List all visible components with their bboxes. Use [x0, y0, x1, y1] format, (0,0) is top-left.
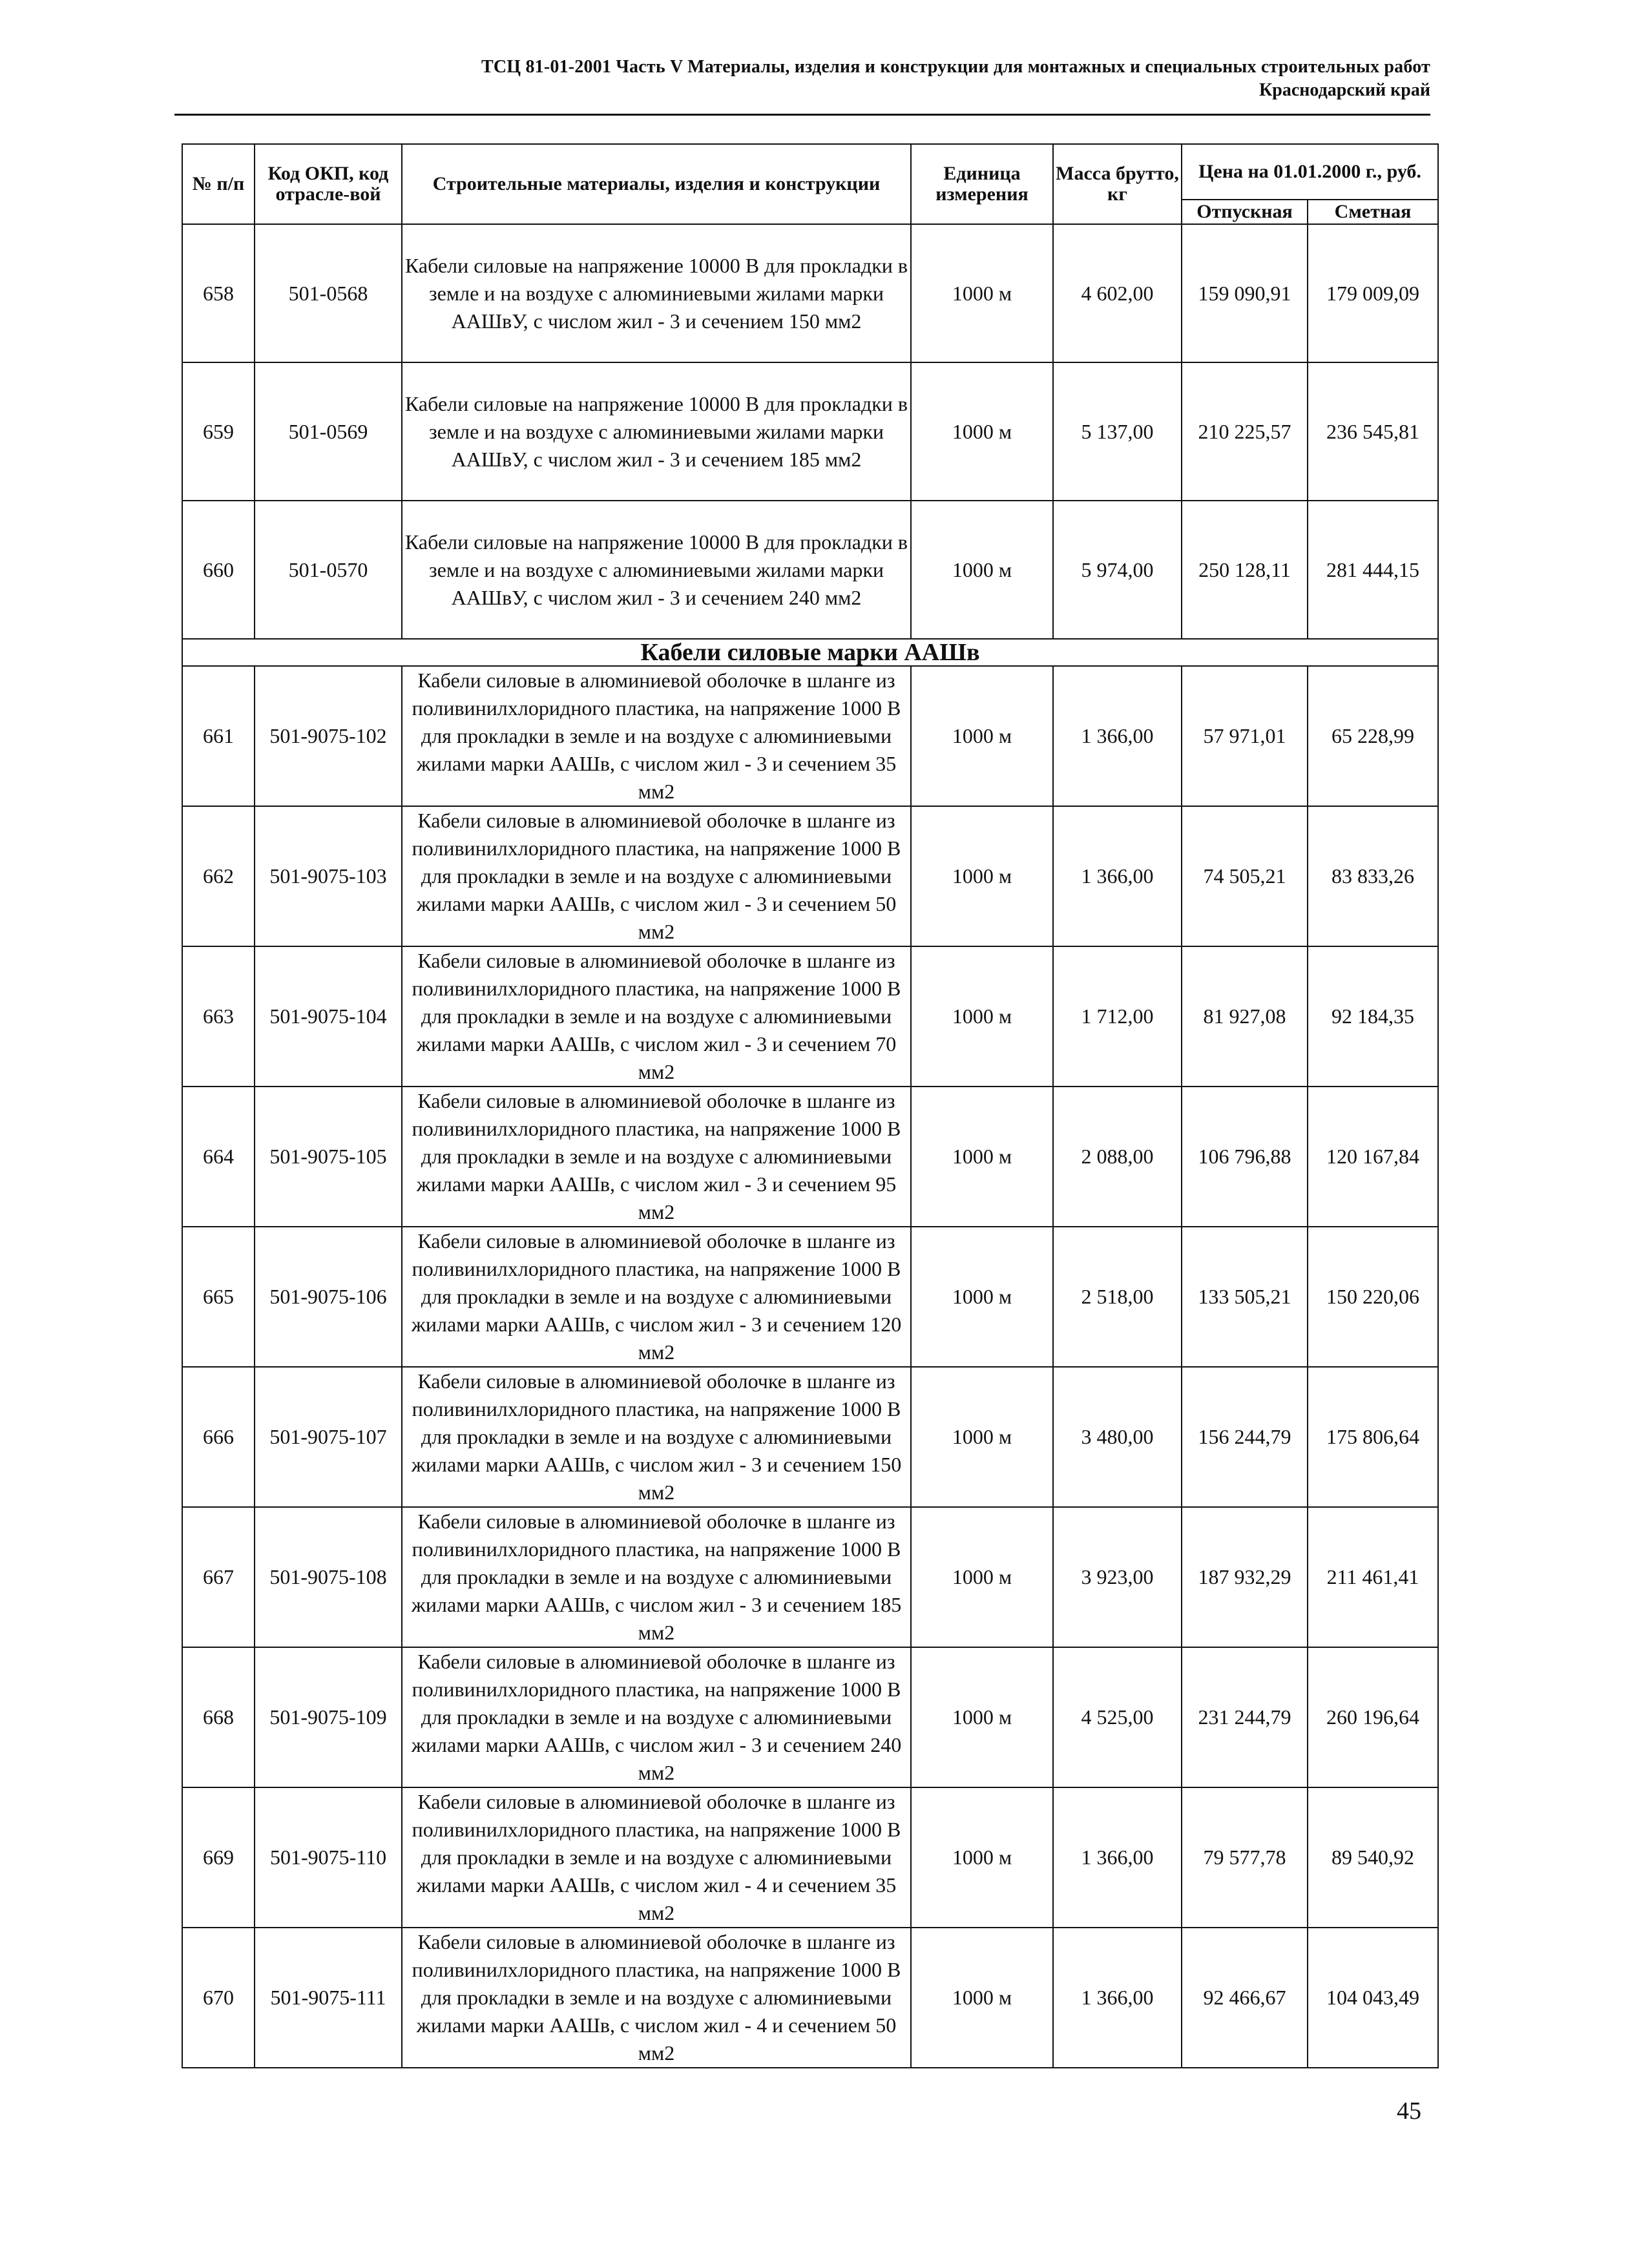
- row-code: 501-9075-108: [255, 1507, 402, 1647]
- row-release-price: 81 927,08: [1182, 946, 1308, 1087]
- row-release-price: 79 577,78: [1182, 1787, 1308, 1928]
- row-code: 501-0569: [255, 362, 402, 501]
- row-code: 501-9075-109: [255, 1647, 402, 1787]
- table-row: [182, 666, 1438, 806]
- row-mass: 1 712,00: [1053, 946, 1182, 1087]
- row-mass: 5 137,00: [1053, 362, 1182, 501]
- row-unit: 1000 м: [911, 1087, 1053, 1227]
- row-description: Кабели силовые на напряжение 10000 В для прокладки в земле и на воздухе с алюминиевыми жилами марки ААШвУ, с числом жил - 3 и сечением 240 мм2: [402, 501, 911, 639]
- row-description: Кабели силовые в алюминиевой оболочке в шланге из поливинилхлоридного пластика, на напряжение 1000 В для прокладки в земле и на воздухе с алюминиевыми жилами марки ААШв, с числом жил - 3 и сечением 50 мм2: [402, 806, 911, 946]
- document-header: [174, 57, 1430, 101]
- col-header-estimate-price: Сметная: [1308, 200, 1438, 224]
- row-release-price: 187 932,29: [1182, 1507, 1308, 1647]
- col-header-release-price: Отпускная: [1182, 200, 1308, 224]
- row-release-price: 92 466,67: [1182, 1928, 1308, 2068]
- row-number: 662: [182, 806, 255, 946]
- row-estimate-price: 104 043,49: [1308, 1928, 1438, 2068]
- row-description: Кабели силовые в алюминиевой оболочке в шланге из поливинилхлоридного пластика, на напряжение 1000 В для прокладки в земле и на воздухе с алюминиевыми жилами марки ААШв, с числом жил - 4 и сечением 35 мм2: [402, 1787, 911, 1928]
- row-estimate-price: 89 540,92: [1308, 1787, 1438, 1928]
- table-body: [182, 224, 1438, 2068]
- row-unit: 1000 м: [911, 224, 1053, 362]
- section-title: Кабели силовые марки ААШв: [182, 639, 1438, 666]
- row-release-price: 231 244,79: [1182, 1647, 1308, 1787]
- row-estimate-price: 179 009,09: [1308, 224, 1438, 362]
- row-mass: 3 923,00: [1053, 1507, 1182, 1647]
- row-number: 665: [182, 1227, 255, 1367]
- table-row: [182, 501, 1438, 639]
- row-release-price: 156 244,79: [1182, 1367, 1308, 1507]
- row-release-price: 250 128,11: [1182, 501, 1308, 639]
- row-description: Кабели силовые в алюминиевой оболочке в шланге из поливинилхлоридного пластика, на напряжение 1000 В для прокладки в земле и на воздухе с алюминиевыми жилами марки ААШв, с числом жил - 3 и сечением 35 мм2: [402, 666, 911, 806]
- row-number: 660: [182, 501, 255, 639]
- table-row: [182, 1367, 1438, 1507]
- row-code: 501-9075-104: [255, 946, 402, 1087]
- row-code: 501-9075-106: [255, 1227, 402, 1367]
- row-code: 501-9075-105: [255, 1087, 402, 1227]
- row-number: 658: [182, 224, 255, 362]
- row-release-price: 57 971,01: [1182, 666, 1308, 806]
- table-row: [182, 1928, 1438, 2068]
- row-mass: 2 518,00: [1053, 1227, 1182, 1367]
- row-estimate-price: 150 220,06: [1308, 1227, 1438, 1367]
- row-release-price: 106 796,88: [1182, 1087, 1308, 1227]
- header-title: ТСЦ 81-01-2001 Часть V Материалы, изделия и конструкции для монтажных и специальных строительных работ: [481, 57, 1430, 77]
- row-description: Кабели силовые в алюминиевой оболочке в шланге из поливинилхлоридного пластика, на напряжение 1000 В для прокладки в земле и на воздухе с алюминиевыми жилами марки ААШв, с числом жил - 3 и сечением 95 мм2: [402, 1087, 911, 1227]
- row-number: 659: [182, 362, 255, 501]
- col-header-unit: Единица измерения: [911, 144, 1053, 224]
- row-code: 501-0570: [255, 501, 402, 639]
- col-header-mass: Масса брутто, кг: [1053, 144, 1182, 224]
- row-estimate-price: 236 545,81: [1308, 362, 1438, 501]
- row-release-price: 159 090,91: [1182, 224, 1308, 362]
- row-unit: 1000 м: [911, 1787, 1053, 1928]
- row-description: Кабели силовые в алюминиевой оболочке в шланге из поливинилхлоридного пластика, на напряжение 1000 В для прокладки в земле и на воздухе с алюминиевыми жилами марки ААШв, с числом жил - 3 и сечением 70 мм2: [402, 946, 911, 1087]
- table-row: [182, 806, 1438, 946]
- row-number: 670: [182, 1928, 255, 2068]
- row-unit: 1000 м: [911, 362, 1053, 501]
- row-code: 501-0568: [255, 224, 402, 362]
- table-row: [182, 1787, 1438, 1928]
- col-header-name: Строительные материалы, изделия и конструкции: [402, 144, 911, 224]
- row-estimate-price: 83 833,26: [1308, 806, 1438, 946]
- row-description: Кабели силовые на напряжение 10000 В для прокладки в земле и на воздухе с алюминиевыми жилами марки ААШвУ, с числом жил - 3 и сечением 150 мм2: [402, 224, 911, 362]
- row-release-price: 74 505,21: [1182, 806, 1308, 946]
- row-release-price: 133 505,21: [1182, 1227, 1308, 1367]
- row-mass: 3 480,00: [1053, 1367, 1182, 1507]
- row-estimate-price: 92 184,35: [1308, 946, 1438, 1087]
- header-rule: [174, 114, 1430, 116]
- col-header-code: Код ОКП, код отрасле-вой: [255, 144, 402, 224]
- row-mass: 1 366,00: [1053, 666, 1182, 806]
- row-mass: 2 088,00: [1053, 1087, 1182, 1227]
- table-row: [182, 224, 1438, 362]
- col-header-no: № п/п: [182, 144, 255, 224]
- row-unit: 1000 м: [911, 666, 1053, 806]
- row-number: 667: [182, 1507, 255, 1647]
- materials-table: [182, 143, 1439, 2068]
- row-description: Кабели силовые на напряжение 10000 В для прокладки в земле и на воздухе с алюминиевыми жилами марки ААШвУ, с числом жил - 3 и сечением 185 мм2: [402, 362, 911, 501]
- row-estimate-price: 260 196,64: [1308, 1647, 1438, 1787]
- table-row: [182, 362, 1438, 501]
- row-estimate-price: 120 167,84: [1308, 1087, 1438, 1227]
- row-estimate-price: 281 444,15: [1308, 501, 1438, 639]
- row-description: Кабели силовые в алюминиевой оболочке в шланге из поливинилхлоридного пластика, на напряжение 1000 В для прокладки в земле и на воздухе с алюминиевыми жилами марки ААШв, с числом жил - 3 и сечением 150 мм2: [402, 1367, 911, 1507]
- row-estimate-price: 211 461,41: [1308, 1507, 1438, 1647]
- table-row: [182, 1647, 1438, 1787]
- row-estimate-price: 175 806,64: [1308, 1367, 1438, 1507]
- row-release-price: 210 225,57: [1182, 362, 1308, 501]
- row-code: 501-9075-102: [255, 666, 402, 806]
- header-region: Краснодарский край: [1258, 80, 1430, 100]
- row-mass: 1 366,00: [1053, 1928, 1182, 2068]
- table-row: [182, 1227, 1438, 1367]
- row-number: 666: [182, 1367, 255, 1507]
- row-number: 668: [182, 1647, 255, 1787]
- row-unit: 1000 м: [911, 1928, 1053, 2068]
- row-description: Кабели силовые в алюминиевой оболочке в шланге из поливинилхлоридного пластика, на напряжение 1000 В для прокладки в земле и на воздухе с алюминиевыми жилами марки ААШв, с числом жил - 3 и сечением 120 мм2: [402, 1227, 911, 1367]
- row-description: Кабели силовые в алюминиевой оболочке в шланге из поливинилхлоридного пластика, на напряжение 1000 В для прокладки в земле и на воздухе с алюминиевыми жилами марки ААШв, с числом жил - 3 и сечением 185 мм2: [402, 1507, 911, 1647]
- row-unit: 1000 м: [911, 1367, 1053, 1507]
- col-header-price: Цена на 01.01.2000 г., руб.: [1182, 144, 1438, 200]
- row-mass: 1 366,00: [1053, 806, 1182, 946]
- row-code: 501-9075-107: [255, 1367, 402, 1507]
- table-row: [182, 1087, 1438, 1227]
- row-number: 663: [182, 946, 255, 1087]
- row-unit: 1000 м: [911, 806, 1053, 946]
- table-row: [182, 1507, 1438, 1647]
- row-number: 664: [182, 1087, 255, 1227]
- page-number: 45: [1397, 2097, 1421, 2125]
- row-mass: 4 602,00: [1053, 224, 1182, 362]
- row-mass: 5 974,00: [1053, 501, 1182, 639]
- row-mass: 1 366,00: [1053, 1787, 1182, 1928]
- row-unit: 1000 м: [911, 1507, 1053, 1647]
- row-mass: 4 525,00: [1053, 1647, 1182, 1787]
- row-description: Кабели силовые в алюминиевой оболочке в шланге из поливинилхлоридного пластика, на напряжение 1000 В для прокладки в земле и на воздухе с алюминиевыми жилами марки ААШв, с числом жил - 3 и сечением 240 мм2: [402, 1647, 911, 1787]
- row-code: 501-9075-103: [255, 806, 402, 946]
- row-unit: 1000 м: [911, 501, 1053, 639]
- row-unit: 1000 м: [911, 1227, 1053, 1367]
- row-unit: 1000 м: [911, 946, 1053, 1087]
- row-code: 501-9075-110: [255, 1787, 402, 1928]
- row-estimate-price: 65 228,99: [1308, 666, 1438, 806]
- row-unit: 1000 м: [911, 1647, 1053, 1787]
- row-code: 501-9075-111: [255, 1928, 402, 2068]
- row-description: Кабели силовые в алюминиевой оболочке в шланге из поливинилхлоридного пластика, на напряжение 1000 В для прокладки в земле и на воздухе с алюминиевыми жилами марки ААШв, с числом жил - 4 и сечением 50 мм2: [402, 1928, 911, 2068]
- row-number: 669: [182, 1787, 255, 1928]
- section-row: [182, 639, 1438, 666]
- table-row: [182, 946, 1438, 1087]
- row-number: 661: [182, 666, 255, 806]
